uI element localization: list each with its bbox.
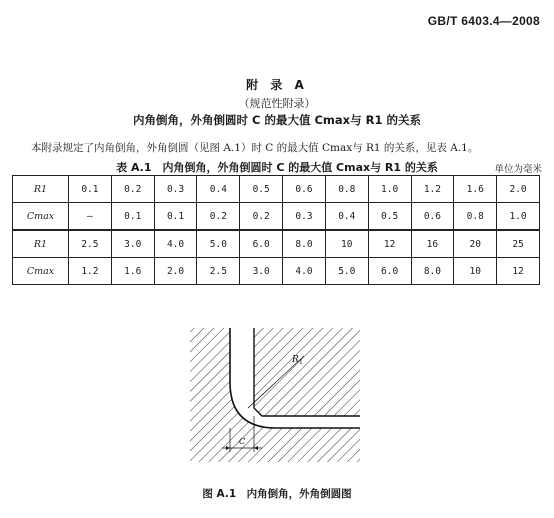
table-cell: 10 [454, 258, 497, 285]
unit-label: 单位为毫米 [494, 164, 542, 175]
table-cell: 0.1 [111, 203, 154, 231]
table-cell: 0.2 [111, 176, 154, 203]
appendix-heading: 内角倒角，外角倒圆时 C 的最大值 Cmax与 R1 的关系 [133, 113, 421, 127]
table-row [13, 176, 540, 203]
table-cell: 2.0 [497, 176, 540, 203]
table-cell: 0.8 [454, 203, 497, 231]
radius-label: R [292, 355, 299, 365]
table-cell: 20 [454, 230, 497, 258]
standard-code: GB/T 6403.4—2008 [427, 14, 540, 28]
row-header: R1 [13, 230, 69, 258]
table-cell: 8.0 [283, 230, 326, 258]
intro-paragraph: 本附录规定了内角倒角，外角倒圆（见图 A.1）时 C 的最大值 Cmax与 R1 的关系，见表 A.1。 [31, 142, 479, 154]
table-cell: 16 [411, 230, 454, 258]
table-cell: 1.6 [111, 258, 154, 285]
table-cell: 1.2 [411, 176, 454, 203]
svg-text:1: 1 [299, 359, 303, 366]
table-cell: 6.0 [368, 258, 411, 285]
table-cell: 2.5 [197, 258, 240, 285]
table-cell: 0.1 [69, 176, 112, 203]
table-caption: 表 A.1 内角倒角，外角倒圆时 C 的最大值 Cmax与 R1 的关系 [116, 161, 438, 174]
appendix-title: 附 录 A [246, 78, 308, 92]
table-cell: 1.6 [454, 176, 497, 203]
table-cell: 12 [497, 258, 540, 285]
row-header: Cmax [13, 258, 69, 285]
table-cell: 0.2 [240, 203, 283, 231]
figure-caption: 图 A.1 内角倒角，外角倒圆图 [202, 488, 352, 500]
table-cell: 8.0 [411, 258, 454, 285]
table-cell: 1.0 [497, 203, 540, 231]
row-header: R1 [13, 176, 69, 203]
table-cell: 6.0 [240, 230, 283, 258]
table-cell: 2.0 [154, 258, 197, 285]
table-cell: 3.0 [111, 230, 154, 258]
table-cell: 0.5 [240, 176, 283, 203]
table-row [13, 203, 540, 231]
data-table [12, 175, 540, 285]
table-cell: 0.6 [283, 176, 326, 203]
table-cell: 4.0 [283, 258, 326, 285]
table-cell: 25 [497, 230, 540, 258]
table-row [13, 258, 540, 285]
table-cell: 1.2 [69, 258, 112, 285]
c-dimension-label: C [239, 437, 246, 446]
table-cell: 0.6 [411, 203, 454, 231]
table-cell: 0.3 [154, 176, 197, 203]
row-header: Cmax [13, 203, 69, 231]
table-cell: 3.0 [240, 258, 283, 285]
chamfer-diagram [182, 320, 372, 480]
appendix-type: （规范性附录） [238, 97, 316, 110]
table-cell: 5.0 [197, 230, 240, 258]
table-cell: 10 [325, 230, 368, 258]
table-cell: 0.8 [325, 176, 368, 203]
table-cell: 4.0 [154, 230, 197, 258]
outer-part-hatch [254, 328, 360, 416]
table-cell: 0.3 [283, 203, 326, 231]
table-cell: 0.2 [197, 203, 240, 231]
table-cell: 5.0 [325, 258, 368, 285]
table-cell: — [69, 203, 112, 231]
table-cell: 12 [368, 230, 411, 258]
table-cell: 0.4 [197, 176, 240, 203]
table-row [13, 230, 540, 258]
table-cell: 0.1 [154, 203, 197, 231]
table-cell: 0.5 [368, 203, 411, 231]
table-cell: 1.0 [368, 176, 411, 203]
table-cell: 2.5 [69, 230, 112, 258]
table-cell: 0.4 [325, 203, 368, 231]
